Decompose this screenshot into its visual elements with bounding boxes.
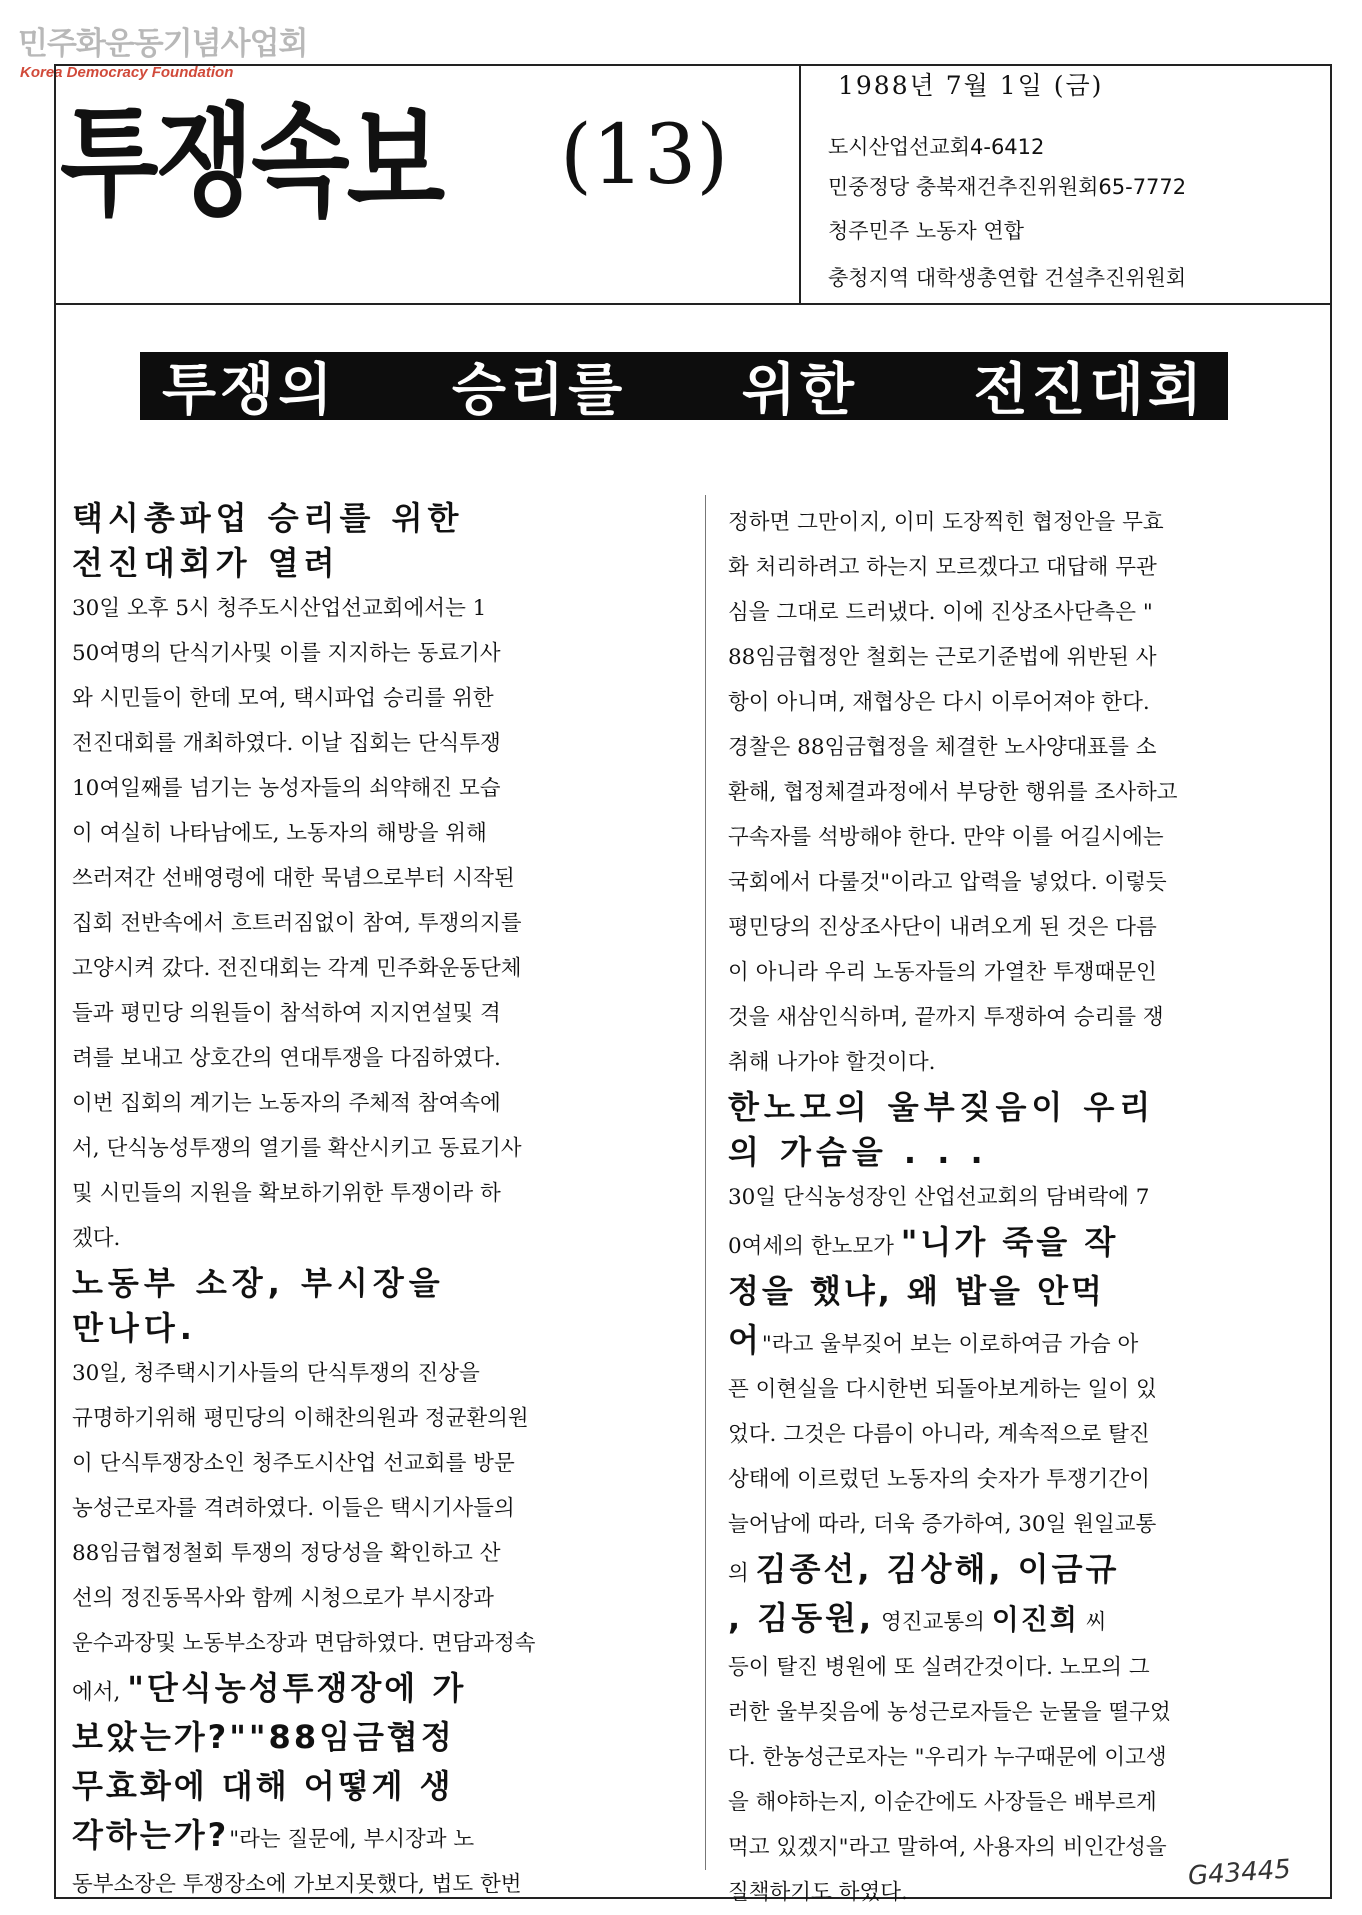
headline-banner: [140, 352, 1228, 423]
banner-word: 전진대회: [973, 358, 1206, 423]
body-line: 와 시민들이 한데 모여, 택시파업 승리를 위한: [72, 686, 494, 711]
header-vertical-divider: [799, 64, 801, 304]
masthead-title: 투쟁속보: [60, 92, 443, 233]
banner-word: 위한: [741, 358, 858, 423]
body-text: 영진교통의: [874, 1610, 992, 1635]
body-line: 88임금협정안 철회는 근로기준법에 위반된 사: [728, 645, 1157, 670]
body-line: 화 처리하려고 하는지 모르겠다고 대답해 무관: [728, 555, 1157, 580]
emphasis-text: "단식농성투쟁장에 가: [127, 1669, 467, 1707]
body-line-emphasis: [72, 1666, 657, 1715]
body-line-emphasis: [72, 1813, 657, 1862]
body-line: 이 단식투쟁장소인 청주도시산업 선교회를 방문: [72, 1451, 515, 1476]
body-line: 선의 정진동목사와 함께 시청으로가 부시장과: [72, 1586, 494, 1611]
body-text: 씨: [1078, 1610, 1107, 1635]
body-line: 농성근로자를 격려하였다. 이들은 택시기사들의: [72, 1496, 515, 1521]
body-line-emphasis: [728, 1547, 1308, 1596]
body-line: 88임금협정철회 투쟁의 정당성을 확인하고 산: [72, 1541, 501, 1566]
body-line: 러한 울부짖음에 농성근로자들은 눈물을 떨구었: [728, 1700, 1171, 1725]
body-line-emphasis: [728, 1269, 1308, 1318]
emphasis-text: 정을 했냐, 왜 밥을 안먹: [728, 1272, 1105, 1310]
body-line: 환해, 협정체결과정에서 부당한 행위를 조사하고: [728, 780, 1178, 805]
body-line: 들과 평민당 의원들이 참석하여 지지연설및 격: [72, 1001, 501, 1026]
body-line: 질책하기도 하였다.: [728, 1880, 908, 1905]
publisher-line: 충청지역 대학생총연합 건설추진위원회: [828, 266, 1187, 290]
body-line: 먹고 있겠지"라고 말하여, 사용자의 비인간성을: [728, 1835, 1167, 1860]
section-heading: 노동부 소장, 부시장을: [72, 1264, 445, 1302]
body-line: 이 여실히 나타남에도, 노동자의 해방을 위해: [72, 821, 487, 846]
body-line: 늘어남에 따라, 더욱 증가하여, 30일 원일교통: [728, 1512, 1157, 1537]
body-line: 상태에 이르렀던 노동자의 숫자가 투쟁기간이: [728, 1467, 1150, 1492]
body-text: 에서,: [72, 1680, 128, 1705]
body-text: "라고 울부짖어 보는 이로하여금 가슴 아: [761, 1332, 1139, 1357]
header-divider: [54, 303, 1332, 305]
body-line: 경찰은 88임금협정을 체결한 노사양대표를 소: [728, 735, 1157, 760]
publisher-line: 도시산업선교회4-6412: [828, 135, 1045, 159]
watermark-logo-english: Korea Democracy Foundation: [20, 64, 234, 81]
right-column: [728, 500, 1308, 1915]
emphasis-text: 무효화에 대해 어떻게 생: [72, 1767, 454, 1805]
body-line: 30일 오후 5시 청주도시산업선교회에서는 1: [72, 596, 487, 621]
emphasis-text: 보았는가?""88임금협정: [72, 1718, 455, 1756]
body-line: 다. 한농성근로자는 "우리가 누구때문에 이고생: [728, 1745, 1167, 1770]
body-line: 전진대회를 개최하였다. 이날 집회는 단식투쟁: [72, 731, 501, 756]
body-line: 정하면 그만이지, 이미 도장찍힌 협정안을 무효: [728, 510, 1164, 535]
section-heading: 전진대회가 열려: [72, 544, 340, 582]
banner-word: 투쟁의: [162, 358, 337, 423]
body-line: 이 아니라 우리 노동자들의 가열찬 투쟁때문인: [728, 960, 1157, 985]
body-line: 었다. 그것은 다름이 아니라, 계속적으로 탈진: [728, 1422, 1150, 1447]
body-line: 등이 탈진 병원에 또 실려간것이다. 노모의 그: [728, 1655, 1150, 1680]
emphasis-text: 김종선, 김상해, 이금규: [755, 1550, 1120, 1588]
body-line: 집회 전반속에서 흐트러짐없이 참여, 투쟁의지를: [72, 911, 522, 936]
emphasis-text: 어: [728, 1321, 762, 1359]
body-line-emphasis: [72, 1715, 657, 1764]
body-line: 심을 그대로 드러냈다. 이에 진상조사단측은 ": [728, 600, 1153, 625]
issue-number: (13): [560, 108, 729, 203]
section-heading: 만나다.: [72, 1309, 197, 1347]
body-line: 30일, 청주택시기사들의 단식투쟁의 진상을: [72, 1361, 480, 1386]
emphasis-text: 각하는가?: [72, 1816, 230, 1854]
body-line-emphasis: [728, 1220, 1308, 1269]
section-heading: 택시총파업 승리를 위한: [72, 499, 464, 537]
body-line: 운수과장및 노동부소장과 면담하였다. 면담과정속: [72, 1631, 536, 1656]
body-line: 취해 나가야 할것이다.: [728, 1050, 936, 1075]
body-line: 구속자를 석방해야 한다. 만약 이를 어길시에는: [728, 825, 1164, 850]
left-column: [72, 496, 657, 1907]
body-line: 을 해야하는지, 이순간에도 사장들은 배부르게: [728, 1790, 1157, 1815]
body-line: 것을 새삼인식하며, 끝까지 투쟁하여 승리를 쟁: [728, 1005, 1164, 1030]
body-line: 겠다.: [72, 1226, 121, 1251]
body-line: 규명하기위해 평민당의 이해찬의원과 정균환의원: [72, 1406, 529, 1431]
watermark-logo-korean: 민주화운동기념사업회: [18, 26, 308, 62]
body-line: 항이 아니며, 재협상은 다시 이루어져야 한다.: [728, 690, 1150, 715]
body-line: 픈 이현실을 다시한번 되돌아보게하는 일이 있: [728, 1377, 1157, 1402]
body-line: 30일 단식농성장인 산업선교회의 담벼락에 7: [728, 1185, 1150, 1210]
body-line-emphasis: [728, 1596, 1308, 1645]
body-line: 고양시켜 갔다. 전진대회는 각계 민주화운동단체: [72, 956, 522, 981]
archive-stamp: G43445: [1187, 1854, 1292, 1892]
publisher-line: 청주민주 노동자 연합: [828, 219, 1024, 243]
body-text: 의: [728, 1561, 756, 1586]
body-line: 이번 집회의 계기는 노동자의 주체적 참여속에: [72, 1091, 501, 1116]
section-heading: 한노모의 울부짖음이 우리: [728, 1088, 1156, 1126]
body-text: "라는 질문에, 부시장과 노: [229, 1827, 475, 1852]
body-line-emphasis: [72, 1764, 657, 1813]
body-line: 50여명의 단식기사및 이를 지지하는 동료기사: [72, 641, 501, 666]
column-divider: [705, 495, 706, 1870]
banner-word: 승리를: [451, 358, 627, 423]
issue-date: 1988년 7월 1일 (금): [838, 71, 1104, 100]
publisher-line: 민중정당 충북재건추진위원회65-7772: [828, 175, 1187, 199]
body-line: 려를 보내고 상호간의 연대투쟁을 다짐하였다.: [72, 1046, 501, 1071]
body-line: 국회에서 다룰것"이라고 압력을 넣었다. 이렇듯: [728, 870, 1167, 895]
body-line: 10여일째를 넘기는 농성자들의 쇠약해진 모습: [72, 776, 501, 801]
body-line: 동부소장은 투쟁장소에 가보지못했다, 법도 한번: [72, 1872, 522, 1897]
section-heading: 의 가슴을 . . .: [728, 1133, 988, 1171]
emphasis-text: 이진희: [991, 1603, 1079, 1636]
body-line: 서, 단식농성투쟁의 열기를 확산시키고 동료기사: [72, 1136, 522, 1161]
body-line: 평민당의 진상조사단이 내려오게 된 것은 다름: [728, 915, 1157, 940]
body-line: 및 시민들의 지원을 확보하기위한 투쟁이라 하: [72, 1181, 501, 1206]
body-line-emphasis: [728, 1318, 1308, 1367]
emphasis-text: , 김동원,: [728, 1599, 875, 1637]
body-text: 0여세의 한노모가: [728, 1234, 901, 1259]
body-line: 쓰러져간 선배영령에 대한 묵념으로부터 시작된: [72, 866, 515, 891]
emphasis-text: "니가 죽을 작: [900, 1223, 1119, 1261]
